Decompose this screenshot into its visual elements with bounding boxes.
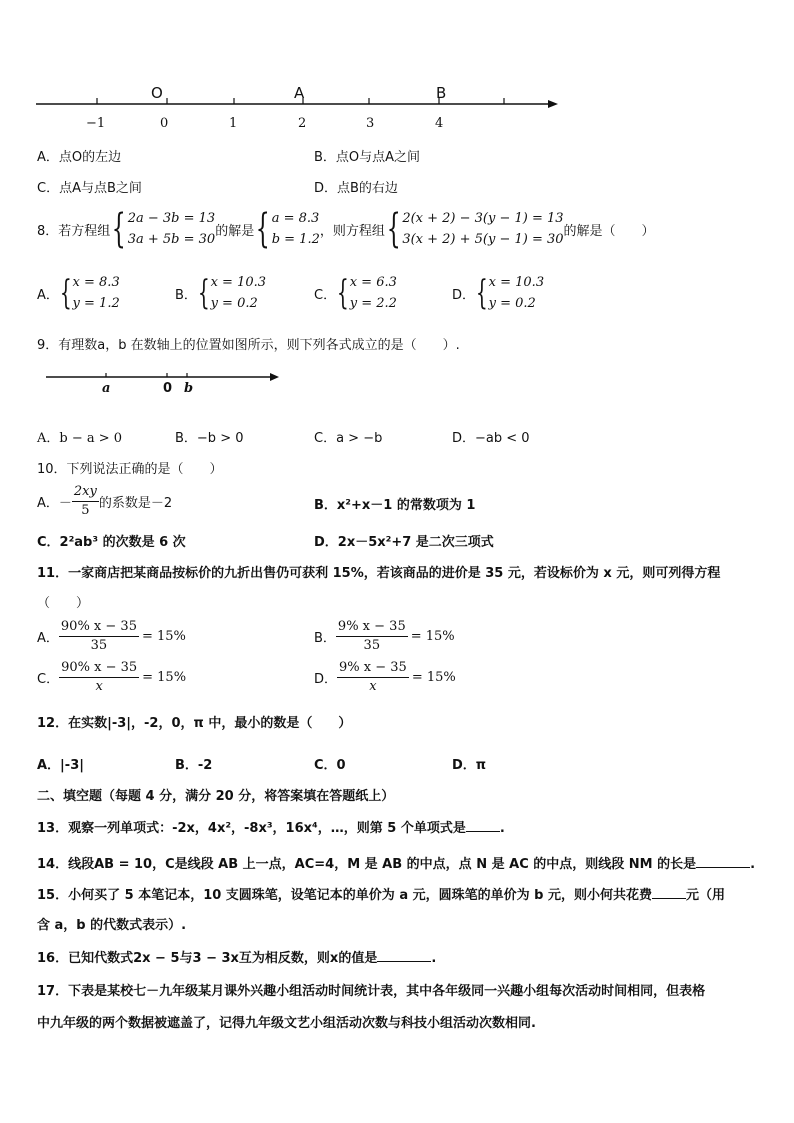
option-denominator: x — [95, 679, 103, 694]
q8-option-d: D． { x = 10.3 y = 0.2 — [452, 273, 545, 313]
q9-option-b: B．−b > 0 — [175, 431, 244, 446]
q8-system-2: { 2(x + 2) − 3(y − 1) = 13 3(x + 2) + 5(y − 1) = 30 — [386, 206, 564, 252]
answer-blank — [377, 961, 431, 962]
q8-option-c: C． { x = 6.3 y = 2.2 — [314, 273, 397, 313]
option-numerator: 90% x − 35 — [59, 619, 139, 637]
q8-sys1-eq1: 2a − 3b = 13 — [127, 211, 216, 226]
option-rhs: = 15% — [142, 670, 187, 685]
option-line: x = 10.3 — [488, 275, 545, 290]
q14-end: . — [750, 857, 756, 872]
option-letter: C． — [314, 287, 337, 303]
option-line: y = 0.2 — [210, 296, 258, 311]
option-letter: A． — [37, 287, 59, 303]
q9-label-b: b — [184, 381, 194, 396]
tick-label: 1 — [229, 116, 238, 131]
q7-option-a: A．点O的左边 — [37, 150, 122, 165]
option-letter: D． — [452, 287, 476, 303]
q9-option-c: C．a > −b — [314, 431, 383, 446]
tick-label: 3 — [366, 116, 375, 131]
q11-option-b — [314, 619, 455, 654]
q11-option-c — [37, 660, 186, 695]
q17-line2: 中九年级的两个数据被遮盖了，记得九年级文艺小组活动次数与科技小组活动次数相同. — [37, 1016, 536, 1031]
q12-option-a: A．|-3| — [37, 758, 84, 773]
q12-stem: 12．在实数|-3|，-2，0，π 中，最小的数是（ ） — [37, 716, 352, 731]
option-denominator: 35 — [90, 638, 108, 653]
point-label-b: B — [436, 84, 447, 102]
question-8 — [37, 208, 764, 250]
option-denominator: x — [369, 679, 377, 694]
q12-option-c: C．0 — [314, 758, 346, 773]
q13-text: 13．观察一列单项式：-2x，4x²，-8x³，16x⁴，…，则第 5 个单项式是 — [37, 821, 466, 836]
q14-text: 14．线段AB = 10，C是线段 AB 上一点，AC=4，M 是 AB 的中点，点 N 是 AC 的中点，则线段 NM 的长是 — [37, 857, 697, 872]
option-letter: B． — [175, 287, 197, 303]
question-16 — [37, 947, 764, 966]
q10-option-d: D．2x－5x²+7 是二次三项式 — [314, 535, 494, 550]
option-letter: D． — [314, 672, 338, 687]
q11-stem: 11．一家商店把某商品按标价的九折出售仍可获利 15%，若该商品的进价是 35 元，若设标价为 x 元，则可列得方程 — [37, 566, 721, 581]
q8-sol1-a: a = 8.3 — [271, 211, 320, 226]
tick-label: 4 — [435, 116, 444, 131]
q12-option-d: D．π — [452, 758, 487, 773]
q7-option-b: B．点O与点A之间 — [314, 150, 421, 165]
q8-sys2-eq2: 3(x + 2) + 5(y − 1) = 30 — [402, 232, 564, 247]
q8-sys1-eq2: 3a + 5b = 30 — [127, 232, 216, 247]
q11-option-a — [37, 619, 186, 654]
option-rhs: = 15% — [141, 629, 186, 644]
option-letter: B． — [314, 631, 336, 646]
tick-label: −1 — [86, 116, 106, 131]
point-label-a: A — [294, 84, 305, 102]
answer-blank — [696, 867, 750, 868]
q9-label-a: a — [102, 381, 111, 396]
option-line: x = 6.3 — [349, 275, 397, 290]
q10-option-a — [37, 484, 172, 519]
q8-mid1: 的解是 — [215, 223, 255, 239]
q10-option-b: B．x²+x－1 的常数项为 1 — [314, 498, 476, 513]
q10-a-prefix: A．－ — [37, 496, 72, 511]
q9-option-d: D．−ab < 0 — [452, 431, 530, 446]
q8-option-a: A． { x = 8.3 y = 1.2 — [37, 273, 120, 313]
option-line: y = 1.2 — [72, 296, 120, 311]
point-label-o: O — [151, 84, 163, 102]
q10-a-suffix: 的系数是－2 — [98, 496, 173, 511]
option-line: x = 10.3 — [210, 275, 266, 290]
q8-sys2-eq1: 2(x + 2) − 3(y − 1) = 13 — [402, 211, 564, 226]
answer-blank — [466, 831, 500, 832]
option-numerator: 9% x − 35 — [337, 660, 409, 678]
q17-line1: 17．下表是某校七－九年级某月课外兴趣小组活动时间统计表，其中各年级同一兴趣小组每次活动时间相同，但表格 — [37, 984, 706, 999]
option-rhs: = 15% — [410, 629, 455, 644]
q15-line1-end: 元（用 — [686, 888, 726, 903]
option-rhs: = 15% — [411, 670, 456, 685]
question-14 — [37, 853, 764, 872]
option-line: y = 0.2 — [488, 296, 536, 311]
q13-end: . — [499, 821, 505, 836]
q7-option-d: D．点B的右边 — [314, 181, 398, 196]
q8-suffix: 的解是（ ） — [563, 223, 655, 239]
q11-option-d — [314, 660, 456, 695]
q8-system-1: { 2a − 3b = 13 3a + 5b = 30 — [112, 206, 216, 252]
option-numerator: 90% x − 35 — [59, 660, 139, 678]
section-heading: 二、填空题（每题 4 分，满分 20 分，将答案填在答题纸上） — [37, 789, 395, 804]
q8-option-b: B． { x = 10.3 y = 0.2 — [175, 273, 266, 313]
q8-prefix: 8．若方程组 — [37, 223, 111, 239]
tick-label: 0 — [160, 116, 169, 131]
q8-mid2: ，则方程组 — [319, 223, 385, 239]
q9-label-0: 0 — [163, 381, 173, 396]
q10-option-c: C．2²ab³ 的次数是 6 次 — [37, 535, 186, 550]
option-line: x = 8.3 — [72, 275, 120, 290]
q8-sol1-b: b = 1.2 — [271, 232, 320, 247]
q16-end: . — [431, 951, 437, 966]
option-letter: A． — [37, 631, 59, 646]
q11-stem-2: （ ） — [37, 596, 90, 611]
option-line: y = 2.2 — [349, 296, 397, 311]
q7-option-c: C．点A与点B之间 — [37, 181, 142, 196]
option-denominator: 35 — [363, 638, 381, 653]
q8-solution-1: { a = 8.3 b = 1.2 — [255, 206, 320, 252]
option-numerator: 9% x − 35 — [336, 619, 408, 637]
q12-option-b: B．-2 — [175, 758, 213, 773]
q16-text: 16．已知代数式2x − 5与3 − 3x互为相反数，则x的值是 — [37, 951, 378, 966]
question-15 — [37, 884, 764, 903]
q15-line1: 15．小何买了 5 本笔记本，10 支圆珠笔，设笔记本的单价为 a 元，圆珠笔的单价为 b 元，则小何共花费 — [37, 888, 652, 903]
q10-a-denominator: 5 — [81, 503, 90, 518]
q10-a-numerator: 2xy — [72, 484, 99, 502]
q15-line2: 含 a，b 的代数式表示）. — [37, 918, 187, 933]
tick-label: 2 — [298, 116, 307, 131]
q9-stem: 9．有理数a，b 在数轴上的位置如图所示，则下列各式成立的是（ ）. — [37, 338, 460, 353]
question-13 — [37, 817, 764, 836]
q9-option-a: A．b − a > 0 — [37, 431, 123, 446]
answer-blank — [652, 898, 686, 899]
option-letter: C． — [37, 672, 60, 687]
q10-stem: 10．下列说法正确的是（ ） — [37, 462, 223, 477]
